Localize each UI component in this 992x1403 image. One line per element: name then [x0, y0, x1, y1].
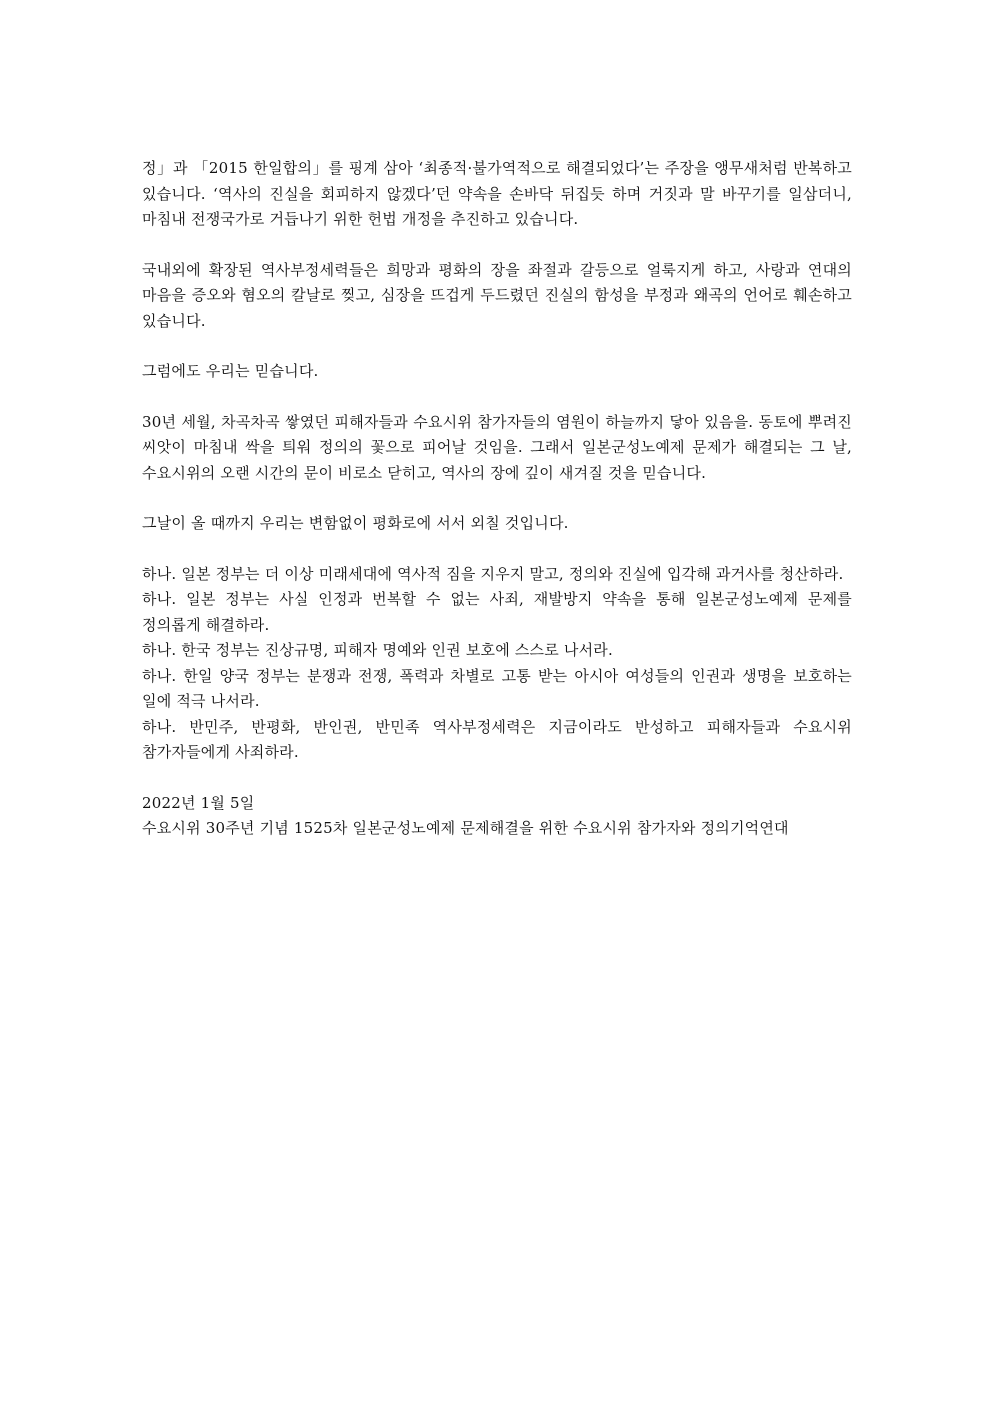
paragraph-2: 국내외에 확장된 역사부정세력들은 희망과 평화의 장을 좌절과 갈등으로 얼룩지게 하고, 사랑과 연대의 마음을 증오와 혐오의 칼날로 찢고, 심장을 뜨겁게 두드렸던 진실의 함성을 부정과 왜곡의 언어로 훼손하고 있습니다. [142, 260, 852, 330]
paragraph-5: 그날이 올 때까지 우리는 변함없이 평화로에 서서 외칠 것입니다. [142, 514, 569, 532]
signature-organization: 수요시위 30주년 기념 1525차 일본군성노예제 문제해결을 위한 수요시위 참가자와 정의기억연대 [142, 819, 789, 837]
demand-item-3: 하나. 한국 정부는 진상규명, 피해자 명예와 인권 보호에 스스로 나서라. [142, 641, 613, 659]
demand-item-5: 하나. 반민주, 반평화, 반인권, 반민족 역사부정세력은 지금이라도 반성하고 피해자들과 수요시위 참가자들에게 사죄하라. [142, 717, 852, 761]
signature-date: 2022년 1월 5일 [142, 793, 255, 812]
paragraph-1: 정」과 「2015 한일합의」를 핑계 삼아 ‘최종적·불가역적으로 해결되었다’는 주장을 앵무새처럼 반복하고 있습니다. ‘역사의 진실을 회피하지 않겠다’던 약속을 손바닥 뒤집듯 하며 거짓과 말 바꾸기를 일삼더니, 마침내 전쟁국가로 거듭나기 위한 헌법 개정을 추진하고 있습니다. [142, 159, 852, 228]
document-page [142, 156, 852, 842]
demands-list [142, 562, 852, 766]
demand-item-4: 하나. 한일 양국 정부는 분쟁과 전쟁, 폭력과 차별로 고통 받는 아시아 여성들의 인권과 생명을 보호하는 일에 적극 나서라. [142, 666, 852, 710]
signature-block [142, 791, 852, 842]
demand-item-2: 하나. 일본 정부는 사실 인정과 번복할 수 없는 사죄, 재발방지 약속을 통해 일본군성노예제 문제를 정의롭게 해결하라. [142, 590, 852, 634]
paragraph-4: 30년 세월, 차곡차곡 쌓였던 피해자들과 수요시위 참가자들의 염원이 하늘까지 닿아 있음을. 동토에 뿌려진 씨앗이 마침내 싹을 틔워 정의의 꽃으로 피어날 것임을. 그래서 일본군성노예제 문제가 해결되는 그 날, 수요시위의 오랜 시간의 문이 비로소 닫히고, 역사의 장에 깊이 새겨질 것을 믿습니다. [142, 412, 852, 482]
demand-item-1: 하나. 일본 정부는 더 이상 미래세대에 역사적 짐을 지우지 말고, 정의와 진실에 입각해 과거사를 청산하라. [142, 564, 844, 583]
paragraph-3: 그럼에도 우리는 믿습니다. [142, 362, 319, 380]
